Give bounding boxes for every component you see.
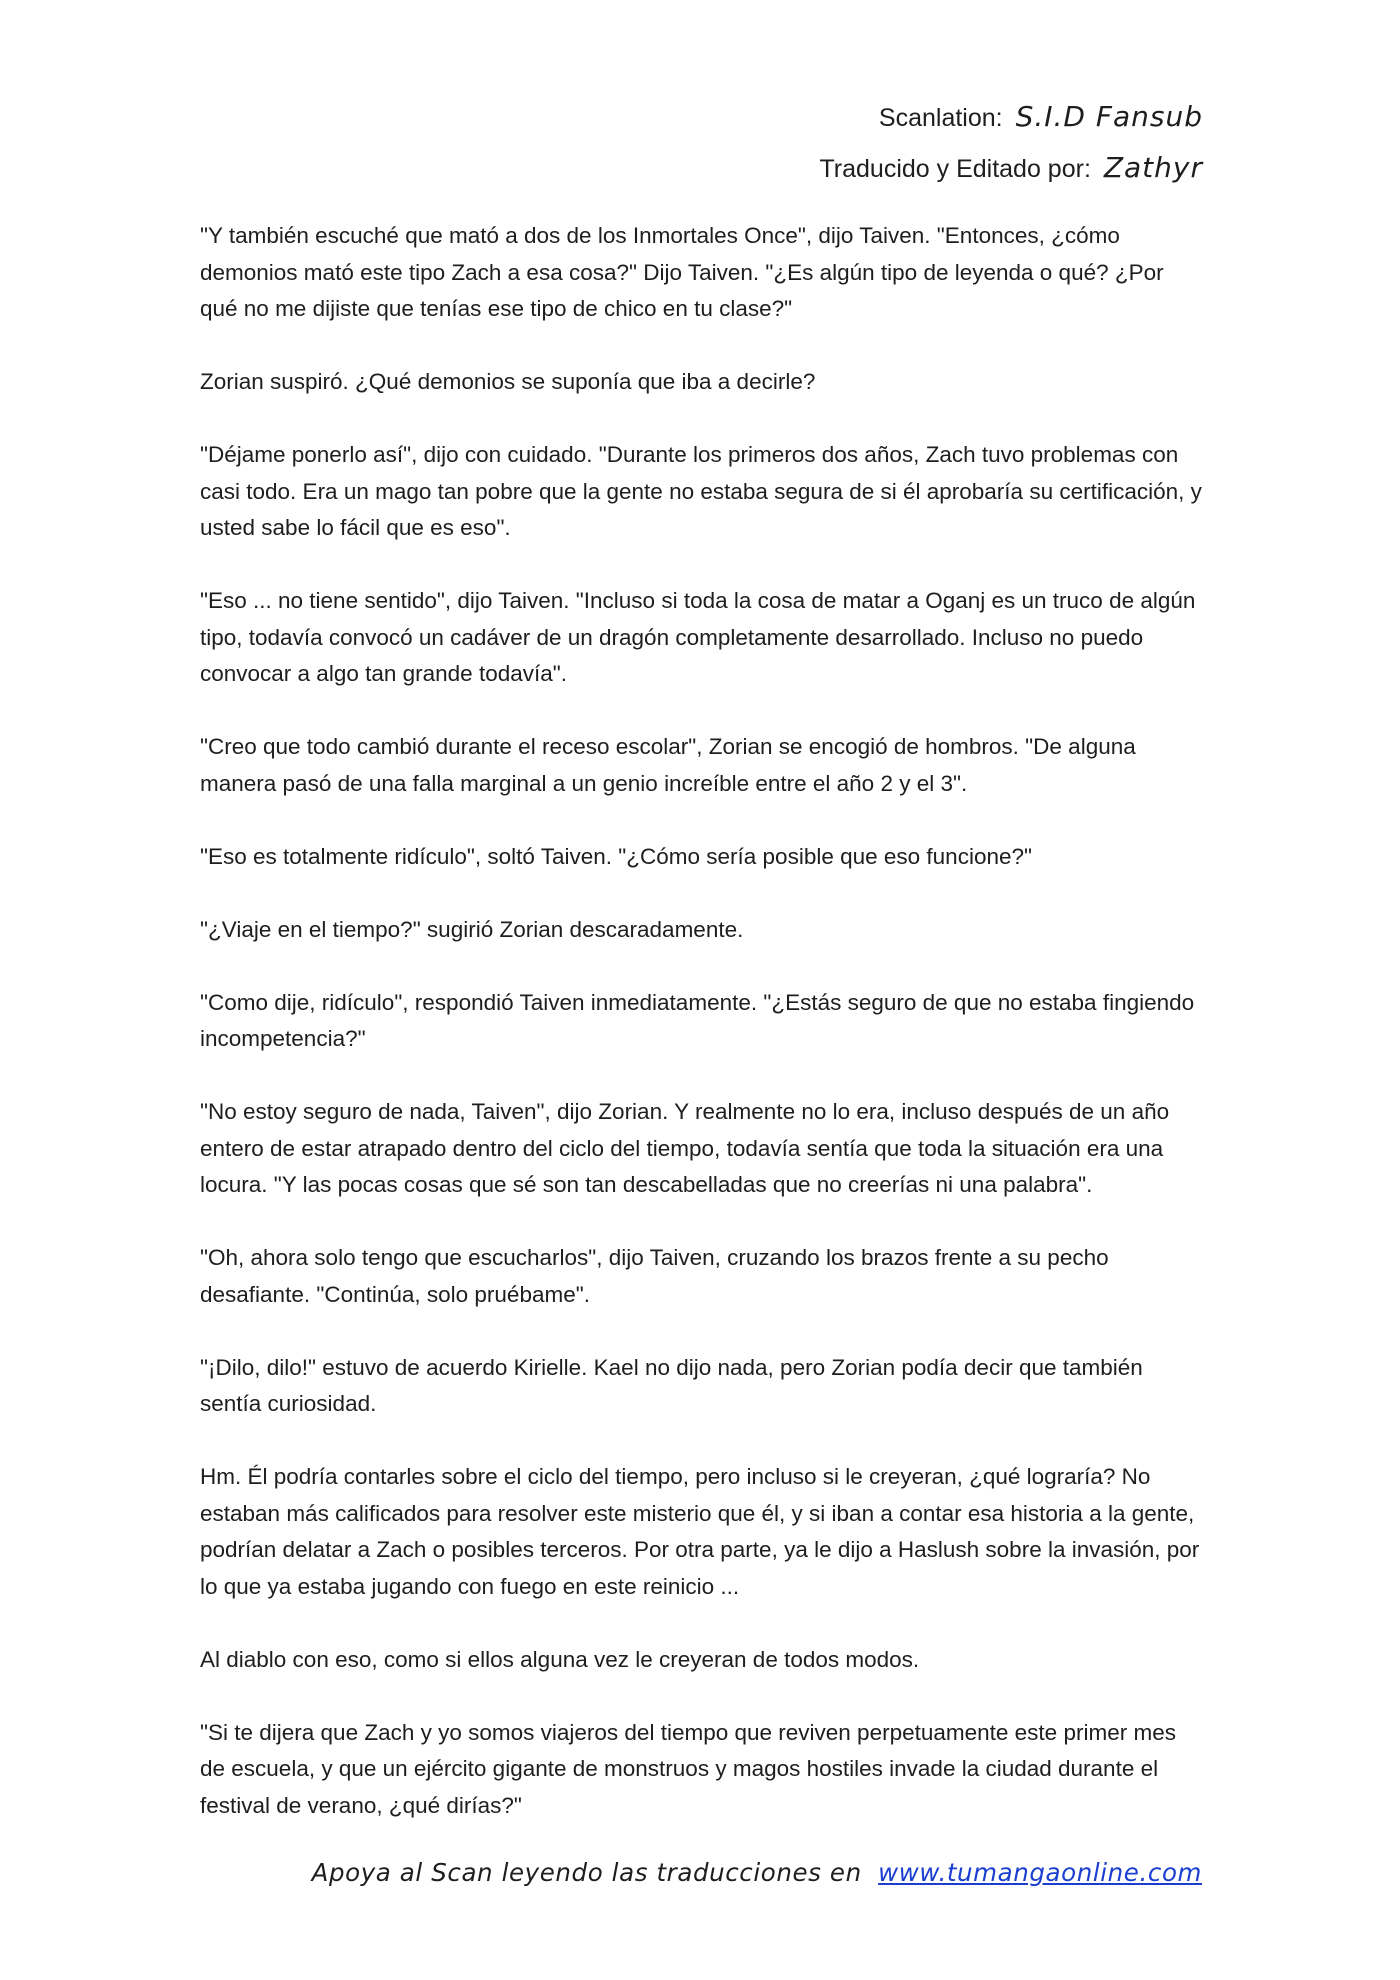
translator-name: Zathyr xyxy=(1103,151,1203,184)
paragraph: "Déjame ponerlo así", dijo con cuidado. "Durante los primeros dos años, Zach tuvo problemas con casi todo. Era un mago tan pobre que la gente no estaba segura de si él aprobaría su certificación, y usted sabe lo fácil que es eso". xyxy=(200,442,1202,540)
footer-text: Apoya al Scan leyendo las traducciones en xyxy=(311,1858,862,1887)
scanlation-group: S.I.D Fansub xyxy=(1015,100,1203,133)
paragraph: "Si te dijera que Zach y yo somos viajeros del tiempo que reviven perpetuamente este primer mes de escuela, y que un ejército gigante de monstruos y magos hostiles invade la ciudad durante el festival de verano, ¿qué dirías?" xyxy=(200,1719,1176,1818)
translator-label: Traducido y Editado por: xyxy=(819,155,1091,183)
paragraph: "Oh, ahora solo tengo que escucharlos", dijo Taiven, cruzando los brazos frente a su pecho desafiante. "Continúa, solo pruébame". xyxy=(200,1245,1109,1307)
paragraph: "Y también escuché que mató a dos de los Inmortales Once", dijo Taiven. "Entonces, ¿cómo demonios mató este tipo Zach a esa cosa?" Dijo Taiven. "¿Es algún tipo de leyenda o qué? ¿Por qué no me dijiste que tenías ese tipo de chico en tu clase?" xyxy=(200,223,1164,321)
paragraph: "No estoy seguro de nada, Taiven", dijo Zorian. Y realmente no lo era, incluso después de un año entero de estar atrapado dentro del ciclo del tiempo, todavía sentía que toda la situación era una locura. "Y las pocas cosas que sé son tan descabelladas que no creerías ni una palabra". xyxy=(200,1099,1170,1197)
translator-credit xyxy=(819,143,1203,194)
paragraph: "Eso ... no tiene sentido", dijo Taiven. "Incluso si toda la cosa de matar a Oganj es un truco de algún tipo, todavía convocó un cadáver de un dragón completamente desarrollado. Incluso no puedo convocar a algo tan grande todavía". xyxy=(200,588,1196,686)
paragraph: "Eso es totalmente ridículo", soltó Taiven. "¿Cómo sería posible que eso funcione?" xyxy=(200,843,1032,869)
paragraph: "Como dije, ridículo", respondió Taiven inmediatamente. "¿Estás seguro de que no estaba fingiendo incompetencia?" xyxy=(200,989,1195,1051)
paragraph: "¡Dilo, dilo!" estuvo de acuerdo Kirielle. Kael no dijo nada, pero Zorian podía decir que también sentía curiosidad. xyxy=(200,1354,1143,1416)
paragraph: Al diablo con eso, como si ellos alguna vez le creyeran de todos modos. xyxy=(200,1646,920,1672)
scanlation-credit xyxy=(819,92,1203,143)
website-link[interactable]: www.tumangaonline.com xyxy=(878,1858,1202,1887)
footer-note xyxy=(312,1858,1202,1887)
paragraph: "¿Viaje en el tiempo?" sugirió Zorian descaradamente. xyxy=(200,916,744,942)
story-text xyxy=(200,218,1205,1861)
paragraph: "Creo que todo cambió durante el receso escolar", Zorian se encogió de hombros. "De alguna manera pasó de una falla marginal a un genio increíble entre el año 2 y el 3". xyxy=(200,734,1136,796)
scanlation-label: Scanlation: xyxy=(878,104,1003,132)
paragraph: Hm. Él podría contarles sobre el ciclo del tiempo, pero incluso si le creyeran, ¿qué lograría? No estaban más calificados para resolver este misterio que él, y si iban a contar esa historia a la gente, podrían delatar a Zach o posibles terceros. Por otra parte, ya le dijo a Haslush sobre la invasión, por lo que ya estaba jugando con fuego en este reinicio ... xyxy=(200,1464,1200,1599)
credits-header xyxy=(819,92,1203,194)
paragraph: Zorian suspiró. ¿Qué demonios se suponía que iba a decirle? xyxy=(200,369,816,394)
